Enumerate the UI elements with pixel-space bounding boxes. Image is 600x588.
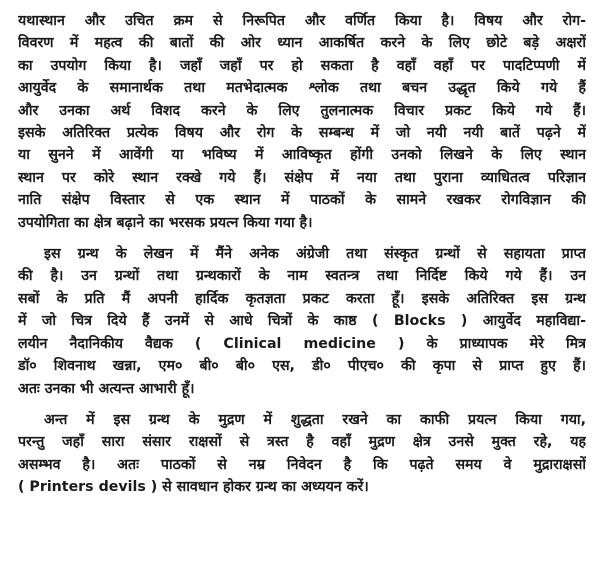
paragraph-1 (18, 10, 586, 234)
text-line: अतः उनका भी अत्यन्त आभारी हूँ। (18, 380, 195, 397)
text-line: आयुर्वेद के समानार्थक तथा मतभेदात्मक श्लोक तथा बचन उद्धृत किये गये हैं (18, 80, 586, 97)
text-line: सबों के प्रति मैं अपनी हार्दिक कृतज्ञता प्रकट करता हूँ। इसके अतिरिक्त इस ग्रन्थ (18, 290, 586, 307)
text-line: उपयोगिता का क्षेत्र बढ़ाने का भरसक प्रयत्न किया गया है। (18, 214, 313, 231)
paragraph-2 (18, 243, 586, 400)
text-line: की है। उन ग्रन्थों तथा ग्रन्थकारों के नाम स्वतन्त्र तथा निर्दिष्ट किये गये हैं। उन (18, 268, 586, 285)
text-line: और उनका अर्थ विशद करने के लिए तुलनात्मक विचार प्रकट किये गये हैं। (18, 102, 586, 119)
text-line: नाति संक्षेप विस्तार से एक स्थान में पाठकों के सामने रखकर रोगविज्ञान की (18, 192, 586, 209)
text-line: असम्भव है। अतः पाठकों से नम्र निवेदन है कि पढ़ते समय वे मुद्राराक्षसों (18, 456, 586, 473)
text-line: स्थान पर कोरे स्थान रक्खे गये हैं। संक्षेप में नया तथा पुराना व्याधितत्व परिज्ञान (18, 169, 586, 186)
text-line: विवरण में महत्व की बातों की ओर ध्यान आकर्षित करने के लिए छोटे बड़े अक्षरों (18, 35, 586, 52)
paragraph-3 (18, 409, 586, 499)
text-line: लयीन नैदानिकीय वैद्यक ( Clinical medicine ) के प्राध्यापक मेरे मित्र (18, 335, 586, 352)
text-line: अन्त में इस ग्रन्थ के मुद्रण में शुद्धता रखने का काफी प्रयत्न किया गया, (44, 411, 586, 428)
text-line: या सुनने में आवेंगी या भविष्य में आविष्कृत होंगी उनको लिखने के लिए स्थान (18, 147, 586, 164)
text-line: का उपयोग किया है। जहाँ जहाँ पर हो सकता है वहाँ वहाँ पर पादटिप्पणी में (18, 57, 586, 74)
text-line: में जो चित्र दिये हैं उनमें से आधे चित्रों के काष्ठ ( Blocks ) आयुर्वेद महाविद्या- (18, 313, 586, 330)
text-line: इस ग्रन्थ के लेखन में मैंने अनेक अंग्रेजी तथा संस्कृत ग्रन्थों से सहायता प्राप्त (44, 246, 586, 263)
text-line: ( Printers devils ) से सावधान होकर ग्रन्थ का अध्ययन करें। (18, 479, 369, 496)
text-line: यथास्थान और उचित क्रम से निरूपित और वर्णित किया है। विषय और रोग- (18, 13, 586, 29)
text-line: इसके अतिरिक्त प्रत्येक विषय और रोग के सम्बन्ध में जो नयी नयी बातें पढ़ने में (18, 125, 586, 142)
text-line: डॉ० शिवनाथ खन्ना, एम० बी० बी० एस, डी० पीएच० की कृपा से प्राप्त हुए हैं। (18, 358, 586, 375)
text-line: परन्तु जहाँ सारा संसार राक्षसों से त्रस्त है वहाँ मुद्रण क्षेत्र उनसे मुक्त रहे, यह (18, 434, 586, 451)
